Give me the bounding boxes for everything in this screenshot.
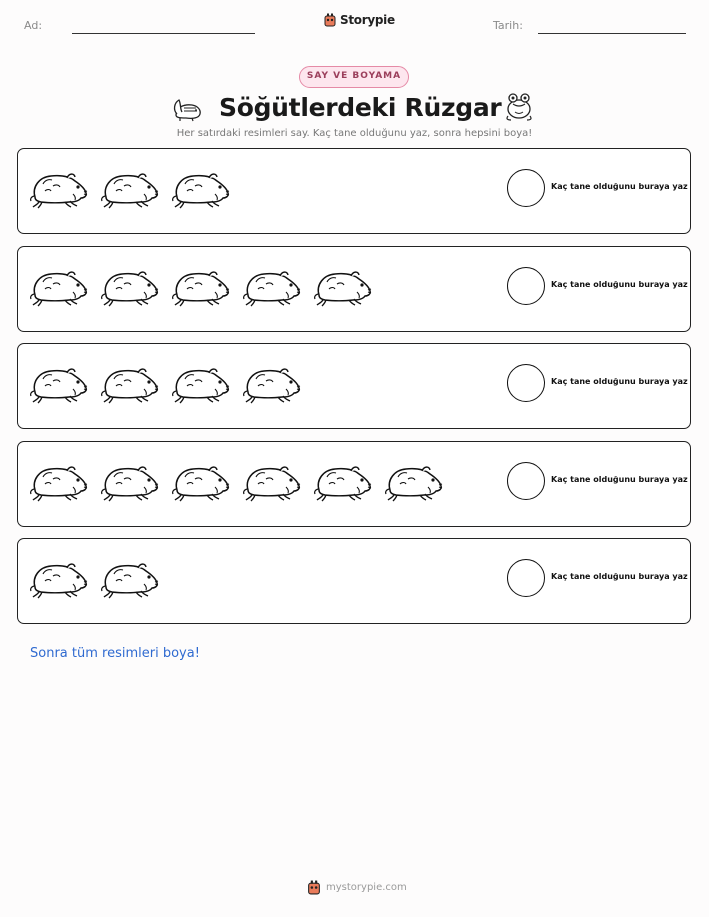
answer-label: Kaç tane olduğunu buraya yaz — [551, 279, 688, 289]
hamster-icon[interactable] — [312, 265, 374, 309]
answer-circle[interactable] — [507, 169, 545, 207]
hamster-icon[interactable] — [99, 557, 161, 601]
count-row — [17, 441, 691, 527]
hamster-icon[interactable] — [241, 460, 303, 504]
storypie-logo-icon — [324, 13, 336, 27]
date-label: Tarih: — [493, 19, 523, 32]
hamster-icon[interactable] — [28, 167, 90, 211]
answer-label: Kaç tane olduğunu buraya yaz — [551, 572, 688, 581]
hamster-icon[interactable] — [99, 460, 161, 504]
hamster-icon[interactable] — [241, 362, 303, 406]
coloring-instruction: Sonra tüm resimleri boya! — [30, 646, 200, 661]
frog-icon — [503, 90, 535, 122]
hamster-icon[interactable] — [312, 460, 374, 504]
count-row — [17, 343, 691, 429]
hamster-icon[interactable] — [383, 460, 445, 504]
answer-label: Kaç tane olduğunu buraya yaz — [551, 474, 688, 484]
page-title: Söğütlerdeki Rüzgar — [219, 93, 502, 122]
answer-circle[interactable] — [507, 267, 545, 305]
name-label: Ad: — [24, 19, 43, 32]
answer-circle[interactable] — [507, 462, 545, 500]
hamster-icon[interactable] — [170, 362, 232, 406]
answer-label: Kaç tane olduğunu buraya yaz — [551, 182, 688, 191]
hamster-icon[interactable] — [99, 362, 161, 406]
hamster-icon[interactable] — [28, 557, 90, 601]
hamster-icon[interactable] — [99, 265, 161, 309]
activity-badge: SAY VE BOYAMA — [299, 66, 409, 88]
brand-name: Storypie — [340, 13, 395, 27]
worksheet-header — [0, 0, 709, 50]
date-line[interactable] — [538, 33, 686, 34]
count-row — [17, 246, 691, 332]
hamster-icon[interactable] — [28, 460, 90, 504]
name-line[interactable] — [72, 33, 255, 34]
answer-label: Kaç tane olduğunu buraya yaz — [551, 377, 688, 386]
instructions-subtitle: Her satırdaki resimleri say. Kaç tane olduğunu yaz, sonra hepsini boya! — [176, 128, 533, 139]
storypie-footer-logo-icon — [307, 880, 321, 895]
hamster-icon[interactable] — [241, 265, 303, 309]
hamster-icon[interactable] — [99, 167, 161, 211]
footer-url[interactable]: mystorypie.com — [326, 882, 407, 893]
title-area — [0, 90, 709, 126]
hamster-icon[interactable] — [28, 362, 90, 406]
hamster-icon[interactable] — [170, 460, 232, 504]
hamster-icon[interactable] — [170, 265, 232, 309]
chipmunk-icon — [172, 95, 204, 123]
footer — [307, 880, 407, 895]
answer-circle[interactable] — [507, 559, 545, 597]
count-row — [17, 538, 691, 624]
hamster-icon[interactable] — [170, 167, 232, 211]
count-row — [17, 148, 691, 234]
hamster-icon[interactable] — [28, 265, 90, 309]
answer-circle[interactable] — [507, 364, 545, 402]
brand-logo — [324, 13, 395, 27]
